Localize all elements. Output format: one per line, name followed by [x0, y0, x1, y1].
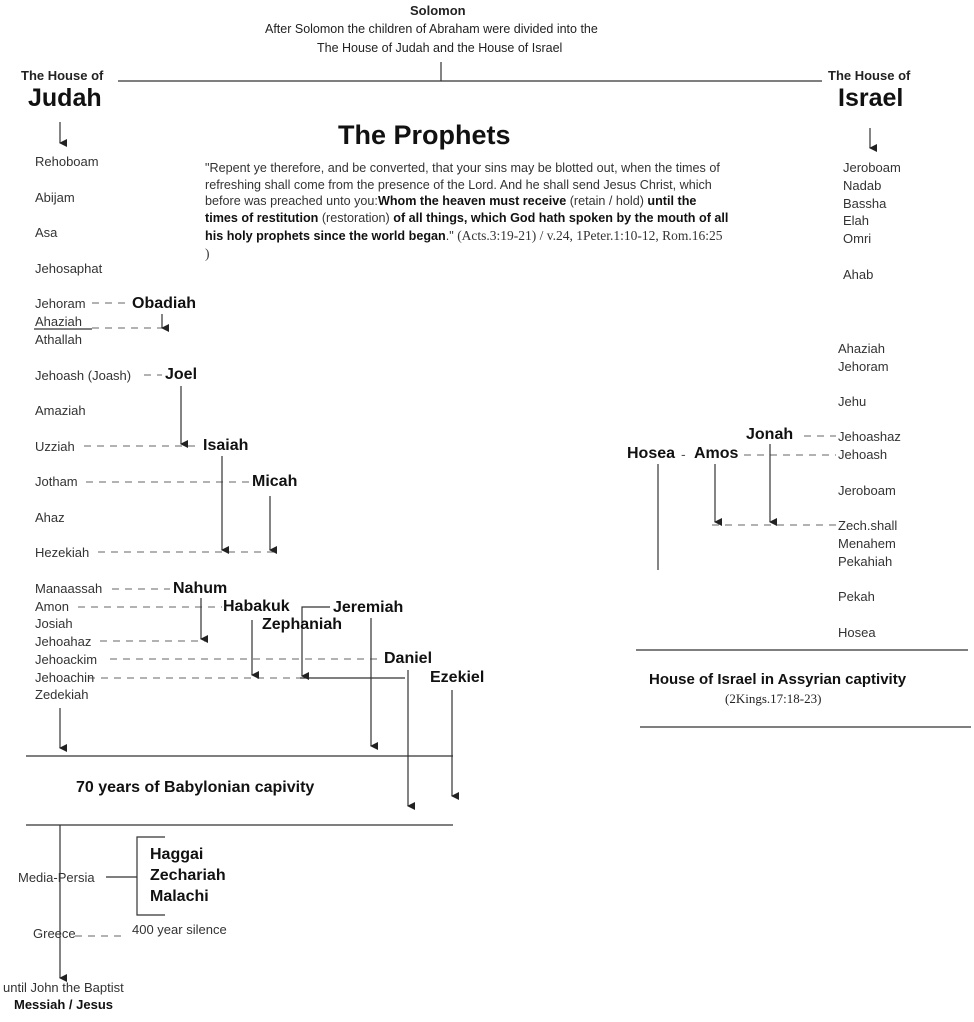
- judah-king: Amon: [35, 599, 69, 614]
- israel-king: Pekah: [838, 589, 875, 604]
- prophet-haggai: Haggai: [150, 846, 204, 863]
- judah-king: Jehoahaz: [35, 634, 92, 649]
- judah-king: Uzziah: [35, 439, 75, 454]
- judah-house-of: The House of: [21, 68, 104, 83]
- israel-king: Jeroboam: [838, 483, 896, 498]
- judah-heading: Judah: [28, 84, 102, 112]
- judah-king: Josiah: [35, 616, 73, 631]
- judah-king: Jotham: [35, 474, 78, 489]
- prophet-daniel: Daniel: [384, 650, 433, 667]
- media-persia-label: Media-Persia: [18, 870, 95, 885]
- judah-king: Manaassah: [35, 581, 103, 596]
- greece-label: Greece: [33, 926, 76, 941]
- judah-king: Athallah: [35, 332, 82, 347]
- judah-king: Ahaziah: [35, 314, 82, 329]
- prophet-hosea: Hosea: [627, 445, 676, 462]
- hosea-amos-dash: -: [681, 446, 686, 462]
- israel-king: Hosea: [838, 625, 876, 640]
- prophet-zephaniah: Zephaniah: [262, 616, 343, 633]
- israel-king: Jehoram: [838, 359, 889, 374]
- scripture-quote: [205, 160, 730, 263]
- john-baptist-label: until John the Baptist: [3, 980, 124, 995]
- prophet-ezekiel: Ezekiel: [430, 669, 485, 686]
- prophet-micah: Micah: [252, 473, 298, 490]
- judah-king: Jehoackim: [35, 652, 98, 667]
- quote-text-3: (restoration): [318, 211, 394, 226]
- prophet-nahum: Nahum: [173, 580, 228, 597]
- prophet-jeremiah: Jeremiah: [333, 599, 404, 616]
- header-line-1: After Solomon the children of Abraham were divided into the: [265, 22, 598, 36]
- judah-king: Ahaz: [35, 510, 65, 525]
- solomon-label: Solomon: [410, 3, 466, 18]
- judah-king: Jehoachin: [35, 670, 95, 685]
- quote-text-4: .": [445, 228, 458, 243]
- israel-king: Nadab: [843, 178, 882, 193]
- prophet-amos: Amos: [694, 445, 739, 462]
- israel-king: Jehoashaz: [838, 429, 901, 444]
- judah-king: Zedekiah: [35, 687, 89, 702]
- judah-king: Hezekiah: [35, 545, 90, 560]
- judah-king: Amaziah: [35, 403, 86, 418]
- chart-title: The Prophets: [338, 120, 511, 150]
- assyria-reference: (2Kings.17:18-23): [725, 691, 822, 706]
- quote-bold-3: of all things, which God hath spoken by the mouth of all his holy prophets since the world began: [205, 211, 729, 243]
- israel-king: Pekahiah: [838, 554, 893, 569]
- israel-king: Zech.shall: [838, 518, 898, 533]
- prophet-isaiah: Isaiah: [203, 437, 249, 454]
- israel-king: Jehoash: [838, 447, 888, 462]
- quote-bold-1: Whom the heaven must receive: [377, 194, 567, 209]
- judah-king: Rehoboam: [35, 154, 99, 169]
- quote-text-1: "Repent ye therefore, and be converted, that your sins may be blotted out, when the times of refreshing shall come from the presence of the Lord. And he shall send Jesus Christ, which before was preached unto you:: [205, 161, 720, 209]
- babylon-captivity-label: 70 years of Babylonian capivity: [76, 779, 315, 796]
- israel-king: Ahaziah: [838, 341, 885, 356]
- israel-king: Ahab: [843, 267, 874, 282]
- silence-label: 400 year silence: [132, 922, 227, 937]
- prophet-jonah: Jonah: [746, 426, 794, 443]
- prophet-habakuk: Habakuk: [223, 598, 290, 615]
- assyria-captivity-label: House of Israel in Assyrian captivity: [649, 671, 907, 688]
- prophet-zechariah: Zechariah: [150, 867, 226, 884]
- judah-king: Jehosaphat: [35, 261, 103, 276]
- israel-king: Menahem: [838, 536, 896, 551]
- quote-reference: (Acts.3:19-21) / v.24, 1Peter.1:10-12, Rom.16:25 ): [205, 227, 723, 261]
- israel-king: Jeroboam: [843, 160, 901, 175]
- israel-king: Jehu: [838, 394, 867, 409]
- prophet-obadiah: Obadiah: [132, 295, 197, 312]
- judah-king: Jehoram: [35, 296, 86, 311]
- judah-king: Asa: [35, 225, 58, 240]
- quote-text-2: (retain / hold): [566, 194, 648, 209]
- israel-king: Bassha: [843, 196, 887, 211]
- judah-king: Jehoash (Joash): [35, 368, 132, 383]
- israel-king: Elah: [843, 213, 870, 228]
- israel-heading: Israel: [838, 84, 904, 112]
- quote-bold-2: until the times of restitution: [205, 194, 697, 226]
- prophet-malachi: Malachi: [150, 888, 209, 905]
- judah-king: Abijam: [35, 190, 75, 205]
- messiah-label: Messiah / Jesus: [14, 997, 113, 1012]
- header-line-2: The House of Judah and the House of Israel: [317, 41, 563, 55]
- israel-house-of: The House of: [828, 68, 911, 83]
- prophet-joel: Joel: [165, 366, 198, 383]
- israel-king: Omri: [843, 231, 872, 246]
